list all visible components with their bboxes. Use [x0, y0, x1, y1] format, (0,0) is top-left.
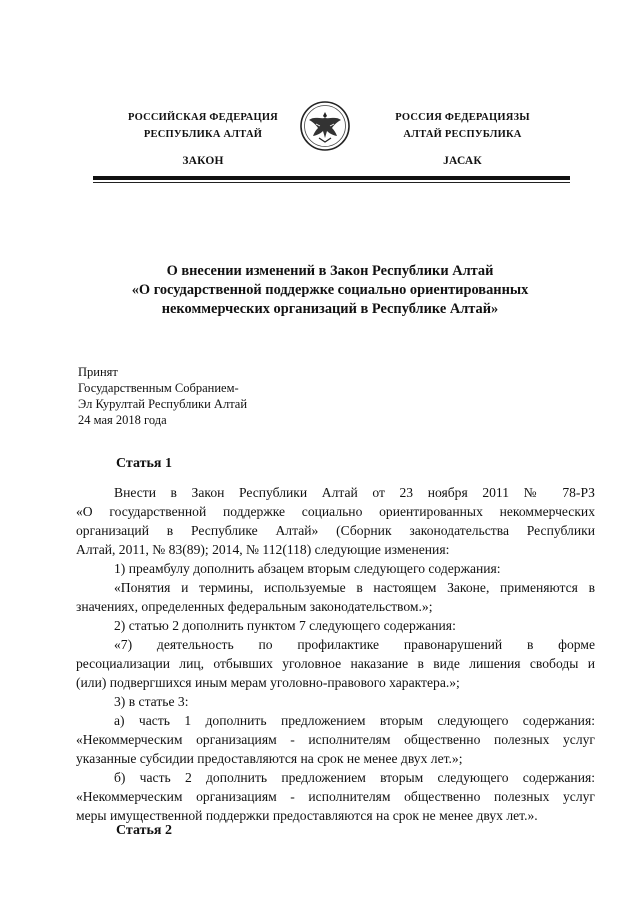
header-right-republic: АЛТАЙ РЕСПУБЛИКА	[403, 129, 522, 140]
header-rule-thick	[93, 176, 570, 180]
adoption-info	[78, 364, 247, 428]
adoption-line-3: Эл Курултай Республики Алтай	[78, 397, 248, 411]
article-1-line: (или) подвергшихся иным мерам уголовно-правового характера.»;	[76, 675, 460, 690]
article-1-line: «Некоммерческим организациям - исполнителям общественно полезных услуг	[76, 789, 595, 804]
header-left-doc-type: ЗАКОН	[182, 155, 224, 167]
adoption-line-1: Принят	[78, 365, 118, 379]
coat-of-arms-icon	[299, 100, 351, 152]
adoption-line-2: Государственным Собранием-	[78, 381, 239, 395]
article-2-heading: Статья 2	[116, 823, 172, 838]
adoption-date: 24 мая 2018 года	[78, 413, 167, 427]
article-1-line: значениях, определенных федеральным законодательством.»;	[76, 599, 433, 614]
article-1-line: 2) статью 2 дополнить пунктом 7 следующего содержания:	[114, 618, 456, 633]
article-1-line: «Некоммерческим организациям - исполнителям общественно полезных услуг	[76, 732, 595, 747]
article-1-line: «О государственной поддержке социально ориентированных некоммерческих	[76, 504, 595, 519]
article-1-line: 1) преамбулу дополнить абзацем вторым следующего содержания:	[114, 561, 501, 576]
article-1-line: меры имущественной поддержки предоставляются на срок не менее двух лет.».	[76, 808, 538, 823]
title-line-2: «О государственной поддержке социально ориентированных	[131, 282, 529, 298]
title-line-1: О внесении изменений в Закон Республики Алтай	[166, 263, 494, 279]
header-right-country: РОССИЯ ФЕДЕРАЦИЯЗЫ	[395, 112, 530, 123]
document-title	[80, 262, 580, 319]
article-1-heading: Статья 1	[116, 456, 172, 471]
article-1-line: указанные субсидии предоставляются на срок не менее двух лет.»;	[76, 751, 463, 766]
article-1-line: а) часть 1 дополнить предложением вторым следующего содержания:	[114, 713, 595, 728]
article-1-line: «7) деятельность по профилактике правонарушений в форме	[114, 637, 595, 652]
article-1-line: «Понятия и термины, используемые в настоящем Законе, применяются в	[114, 580, 595, 595]
header-right-doc-type: JАСАК	[443, 155, 482, 167]
header-rule-thin	[93, 182, 570, 183]
article-1-body	[76, 483, 595, 825]
header-left-republic: РЕСПУБЛИКА АЛТАЙ	[143, 129, 263, 140]
header-left-country: РОССИЙСКАЯ ФЕДЕРАЦИЯ	[128, 112, 278, 123]
title-line-3: некоммерческих организаций в Республике Алтай»	[161, 301, 499, 317]
article-1-line: 3) в статье 3:	[114, 694, 189, 709]
article-1-line: организаций в Республике Алтай» (Сборник законодательства Республики	[76, 523, 595, 538]
article-1-line: б) часть 2 дополнить предложением вторым следующего содержания:	[114, 770, 595, 785]
article-1-line: ресоциализации лиц, отбывших уголовное наказание в виде лишения свободы и	[76, 656, 595, 671]
article-1-line: Алтай, 2011, № 83(89); 2014, № 112(118) следующие изменения:	[76, 542, 450, 557]
article-1-line: Внести в Закон Республики Алтай от 23 ноября 2011 № 78-РЗ	[114, 485, 595, 500]
